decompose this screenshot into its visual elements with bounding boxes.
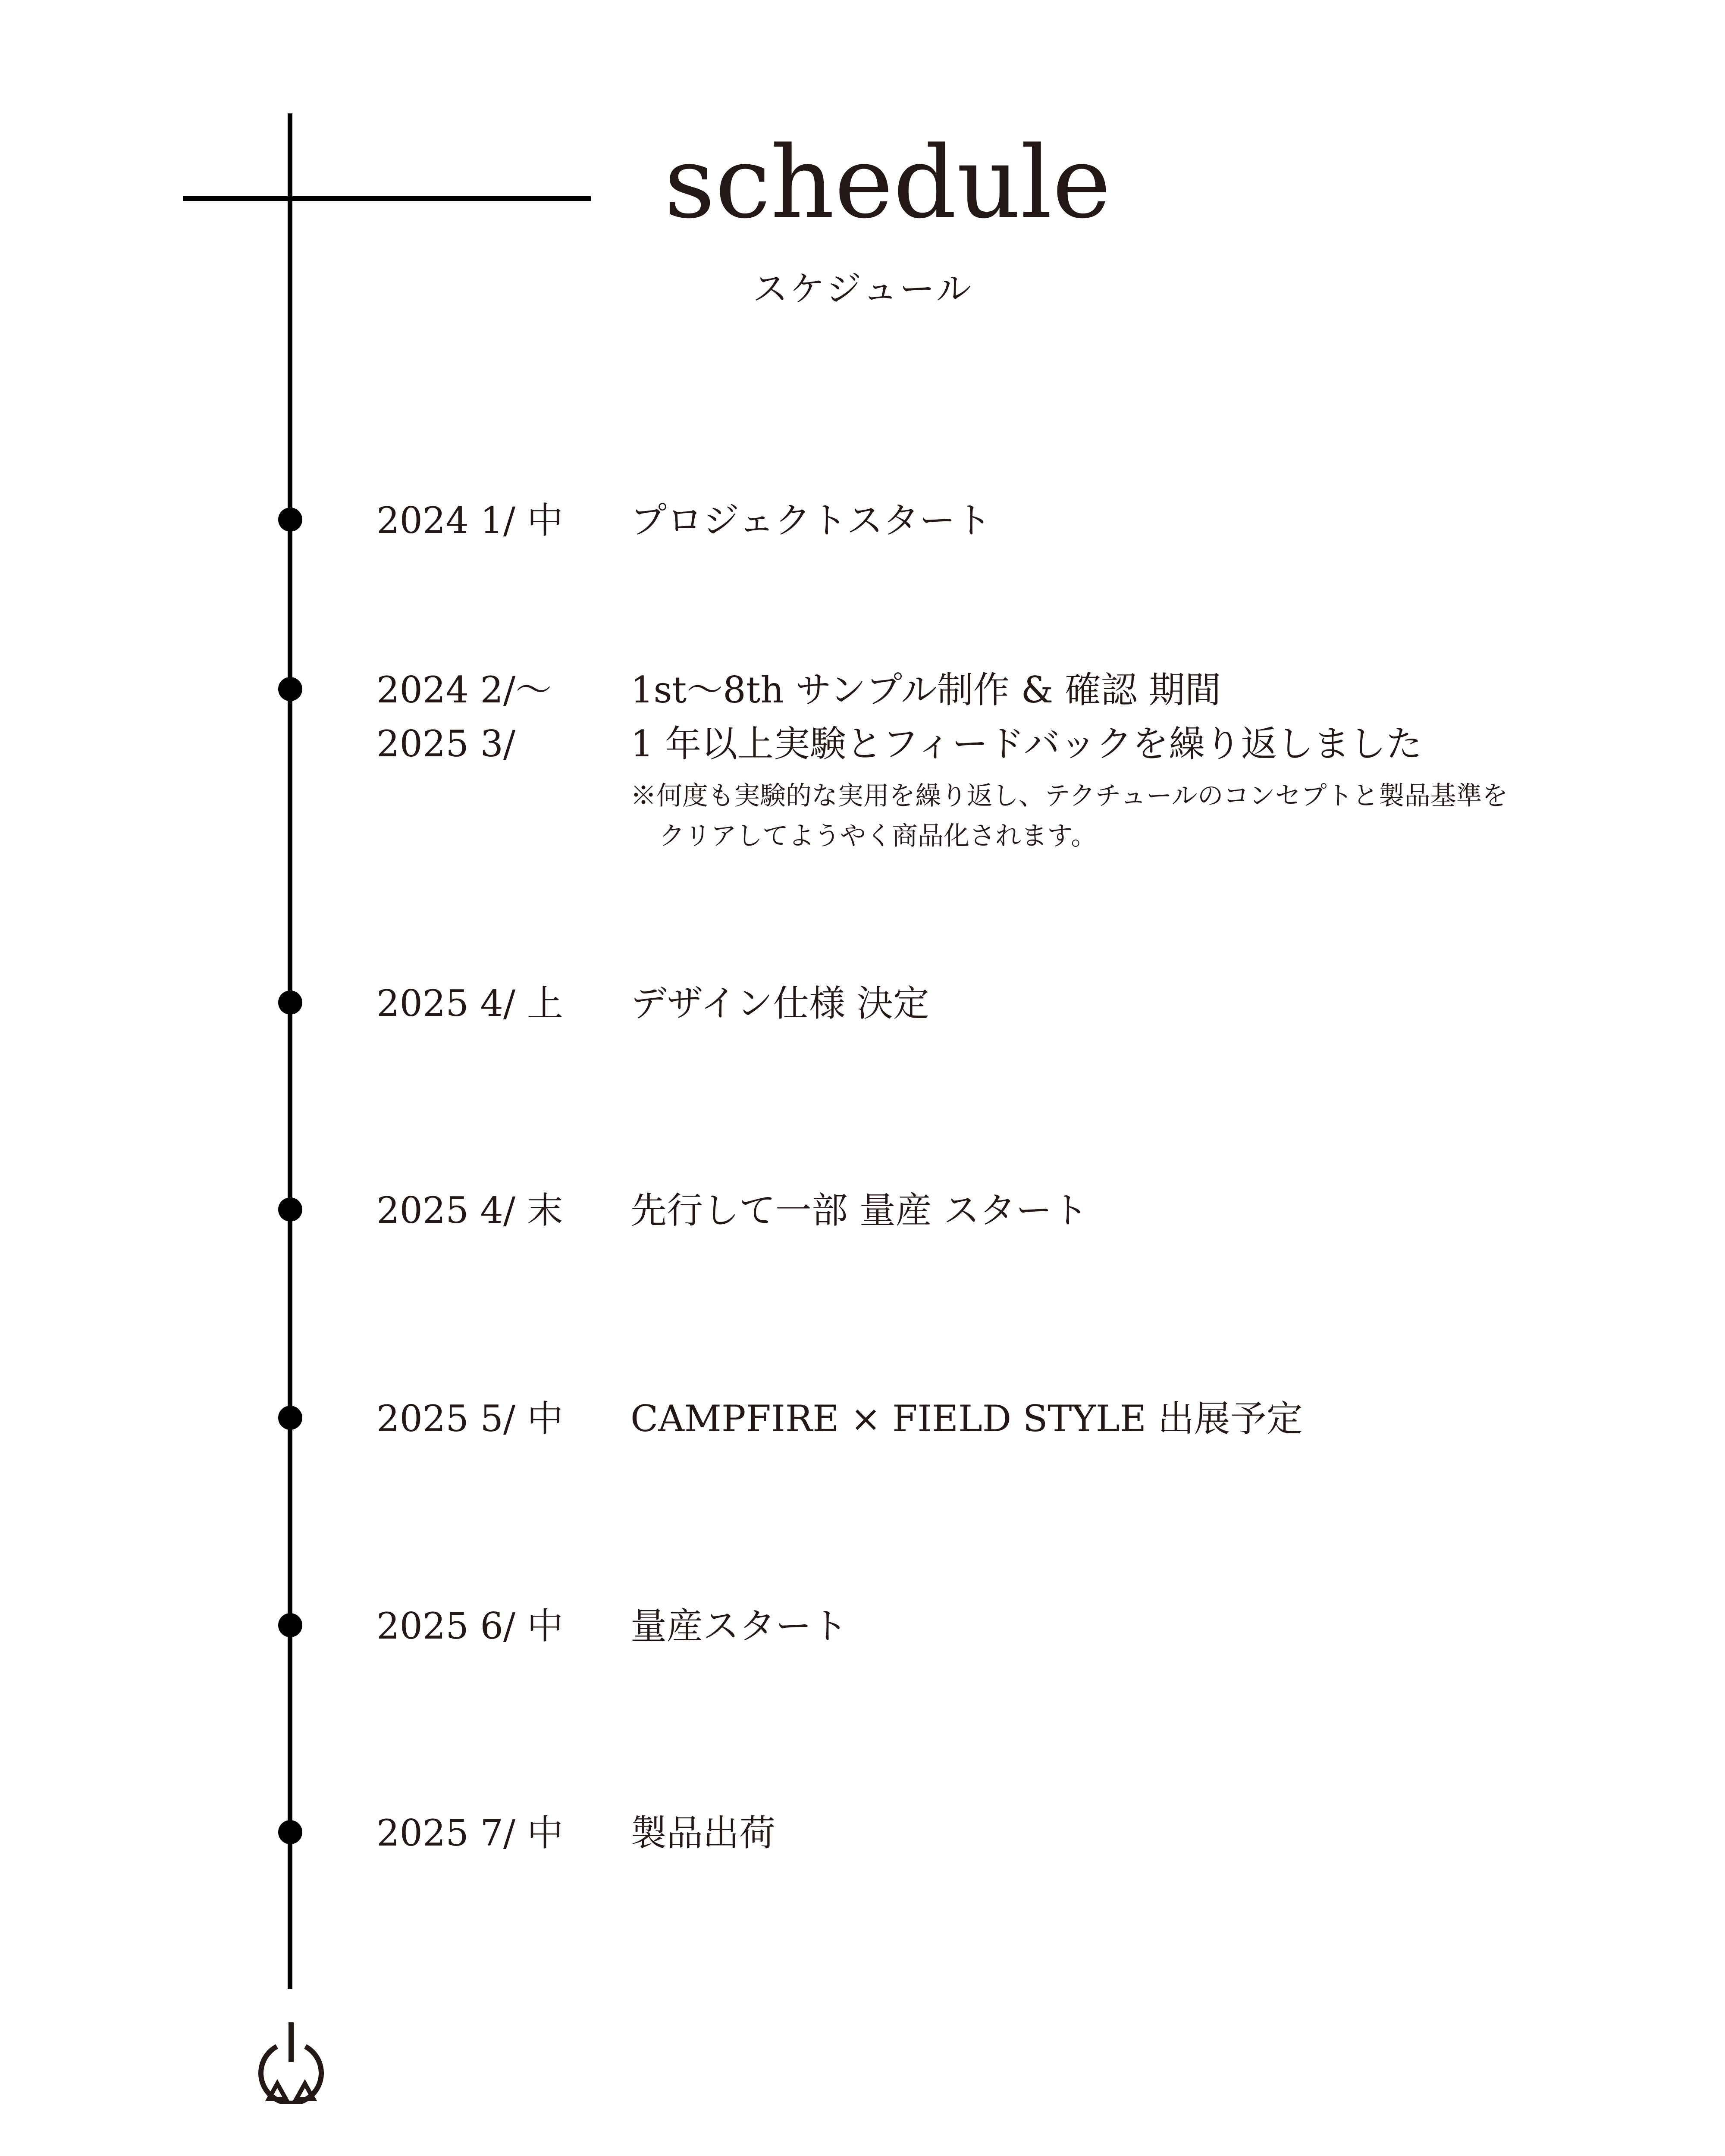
header-horizontal-rule	[183, 196, 591, 201]
timeline-dot	[278, 1197, 302, 1222]
timeline-event: 量産スタート	[630, 1605, 848, 1647]
timeline-note-line2: クリアしてようやく商品化されます。	[659, 821, 1097, 851]
timeline-date: 2024 1/ 中	[376, 499, 563, 542]
timeline-note-line1: ※何度も実験的な実用を繰り返し、テクチュールのコンセプトと製品基準を	[630, 781, 1508, 811]
timeline-date: 2024 2/〜	[376, 669, 552, 711]
timeline-dot	[278, 990, 302, 1015]
timeline-dot	[278, 1820, 302, 1844]
timeline-event: 先行して一部 量産 スタート	[630, 1189, 1088, 1232]
timeline-date: 2025 4/ 末	[376, 1189, 563, 1232]
timeline-date: 2025 4/ 上	[376, 982, 563, 1025]
timeline-date: 2025 6/ 中	[376, 1605, 563, 1647]
timeline-event: 製品出荷	[630, 1812, 776, 1854]
timeline-dot	[278, 508, 302, 532]
timeline-dot	[278, 1406, 302, 1430]
timeline-note	[630, 776, 1508, 856]
timeline-event: デザイン仕様 決定	[630, 982, 929, 1025]
timeline-dot	[278, 1613, 302, 1637]
page-subtitle: スケジュール	[753, 269, 973, 310]
timeline-event-detail: 1 年以上実験とフィードバックを繰り返しました	[630, 723, 1422, 765]
timeline-date-end: 2025 3/	[376, 723, 516, 765]
power-logo-icon	[252, 2009, 330, 2104]
page-title: schedule	[664, 125, 1111, 241]
timeline-event: CAMPFIRE × FIELD STYLE 出展予定	[630, 1398, 1303, 1440]
timeline-date: 2025 5/ 中	[376, 1398, 563, 1440]
timeline-date: 2025 7/ 中	[376, 1812, 563, 1854]
timeline-dot	[278, 677, 302, 701]
timeline-vertical-line	[288, 113, 292, 1989]
timeline-event: プロジェクトスタート	[630, 499, 992, 542]
timeline-event: 1st〜8th サンプル制作 & 確認 期間	[630, 669, 1221, 711]
